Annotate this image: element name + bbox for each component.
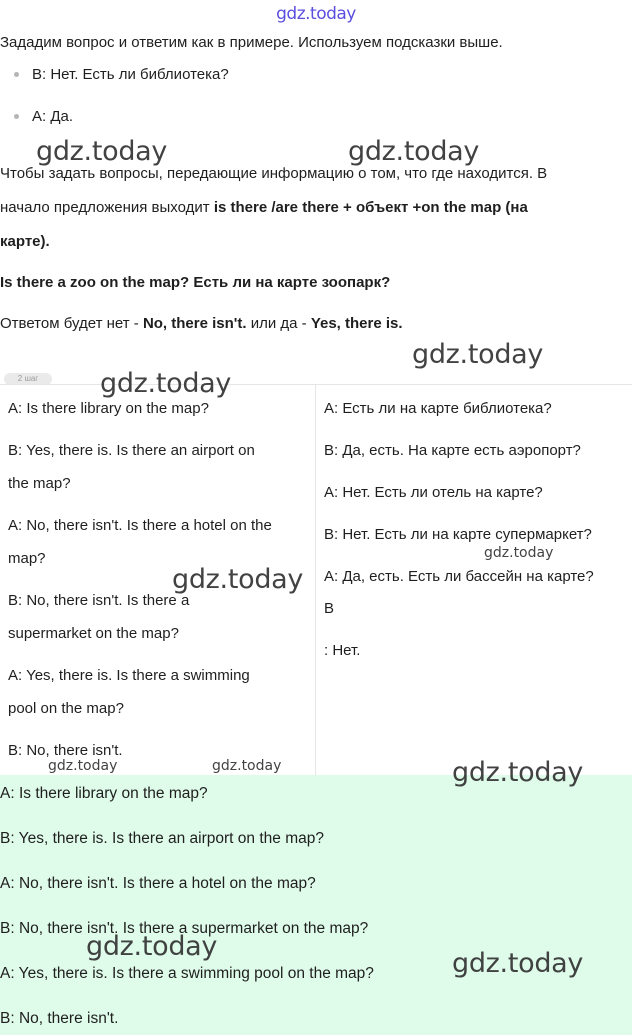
- explanation-text: начало предложения выходит: [0, 199, 214, 216]
- table-row: A: Есть ли на карте библиотека?: [324, 400, 552, 417]
- watermark: gdz.today: [36, 136, 168, 167]
- table-row: B: No, there isn't. Is there a: [8, 592, 190, 609]
- answer-line: B: No, there isn't. Is there a supermarket on the map?: [0, 920, 369, 937]
- table-row: B: Нет. Есть ли на карте супермаркет?: [324, 526, 592, 543]
- watermark: gdz.today: [86, 931, 218, 962]
- table-row: supermarket on the map?: [8, 625, 179, 642]
- table-row: the map?: [8, 475, 71, 492]
- watermark: gdz.today: [412, 339, 544, 370]
- dialogue-table: [0, 384, 632, 775]
- hint-text: B: Нет. Есть ли библиотека?: [32, 66, 229, 83]
- bullet-dot-icon: [14, 72, 19, 77]
- table-row: A: Is there library on the map?: [8, 400, 209, 417]
- answer-line: A: Yes, there is. Is there a swimming pool on the map?: [0, 965, 374, 982]
- table-row: A: Yes, there is. Is there a swimming: [8, 667, 250, 684]
- table-row: B: Yes, there is. Is there an airport on: [8, 442, 255, 459]
- table-row: map?: [8, 550, 46, 567]
- answer-explanation: [0, 307, 625, 341]
- site-logo[interactable]: gdz.today: [276, 4, 356, 24]
- task-intro: Зададим вопрос и ответим как в примере. Используем подсказки выше.: [0, 34, 503, 51]
- table-row: A: Нет. Есть ли отель на карте?: [324, 484, 543, 501]
- answer-line: B: No, there isn't.: [0, 1010, 119, 1027]
- table-row: pool on the map?: [8, 700, 124, 717]
- table-row: B: No, there isn't.: [8, 742, 123, 759]
- explanation-formula: is there /are there + объект +on the map (на: [213, 199, 528, 216]
- table-row: B: Да, есть. На карте есть аэропорт?: [324, 442, 581, 459]
- explanation-formula: карте).: [0, 233, 50, 250]
- watermark: gdz.today: [172, 564, 304, 595]
- russian-column: [316, 385, 632, 775]
- answer-line: A: No, there isn't. Is there a hotel on the map?: [0, 875, 316, 892]
- explanation-line: Чтобы задать вопросы, передающие информацию о том, что где находится. В: [0, 165, 548, 182]
- explanation-line: [0, 225, 625, 259]
- answer-block: [0, 775, 632, 1035]
- answer-text: или да -: [246, 315, 311, 332]
- answer-line: A: Is there library on the map?: [0, 785, 208, 802]
- table-row: : Нет.: [324, 642, 361, 659]
- watermark: gdz.today: [484, 545, 554, 561]
- table-row: B: [324, 600, 335, 617]
- example-text: Is there a zoo on the map? Есть ли на карте зоопарк?: [0, 274, 391, 291]
- hint-text: A: Да.: [32, 108, 74, 125]
- watermark: gdz.today: [452, 757, 584, 788]
- watermark: gdz.today: [452, 948, 584, 979]
- explanation-line: [0, 191, 625, 225]
- answer-text: Ответом будет нет -: [0, 315, 143, 332]
- bullet-dot-icon: [14, 114, 19, 119]
- watermark: gdz.today: [348, 136, 480, 167]
- step-badge: 2 шаг: [4, 373, 52, 385]
- example-question: [0, 266, 625, 300]
- answer-line: B: Yes, there is. Is there an airport on the map?: [0, 830, 324, 847]
- answer-yes: Yes, there is.: [310, 315, 403, 332]
- watermark: gdz.today: [212, 758, 282, 774]
- watermark: gdz.today: [100, 368, 232, 399]
- table-row: A: No, there isn't. Is there a hotel on the: [8, 517, 272, 534]
- watermark: gdz.today: [48, 758, 118, 774]
- answer-no: No, there isn't.: [142, 315, 247, 332]
- table-row: A: Да, есть. Есть ли бассейн на карте?: [324, 568, 594, 585]
